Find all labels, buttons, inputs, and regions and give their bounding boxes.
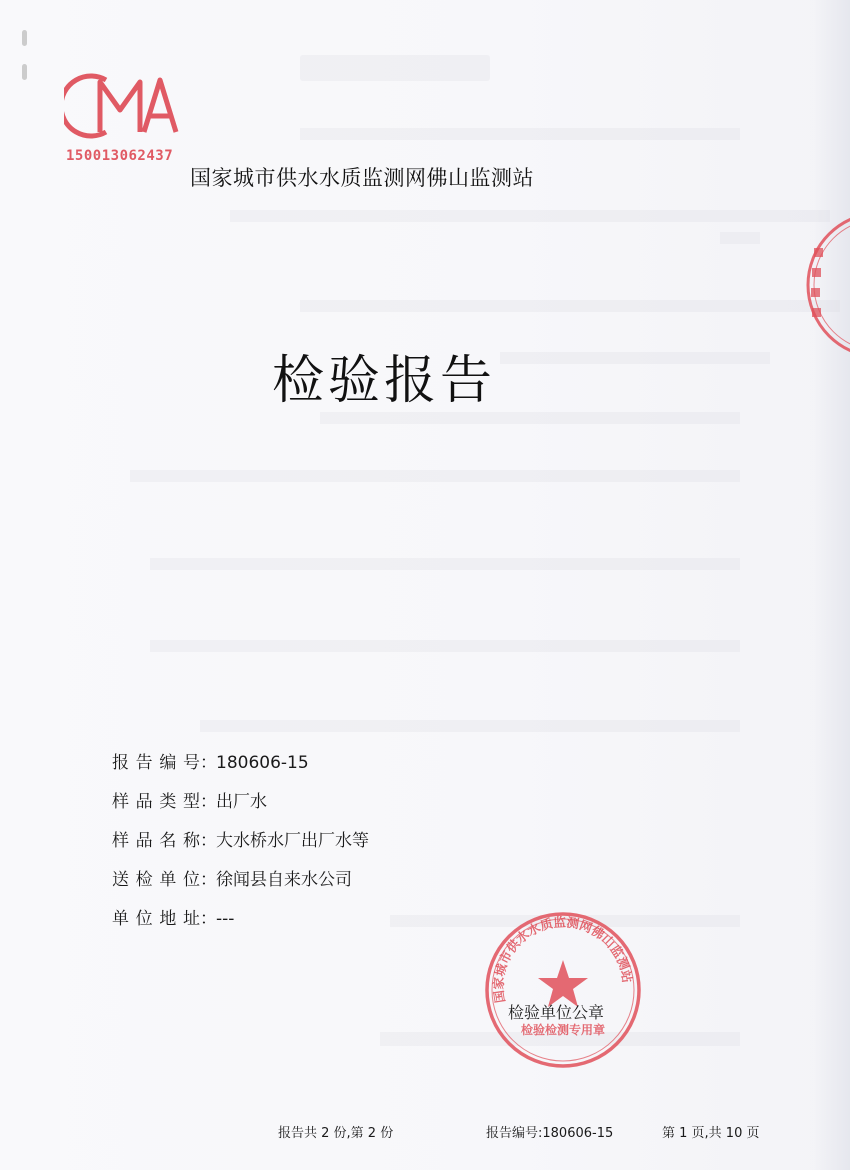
bleed-through-text [200, 720, 740, 732]
seal-subtext: 检验检测专用章 [520, 1023, 606, 1037]
bleed-through-text [230, 210, 830, 222]
info-colon: ： [200, 870, 217, 890]
info-label: 样品名称 [112, 831, 200, 851]
cma-logo [64, 70, 184, 142]
info-row-sample-type [112, 787, 369, 826]
info-colon: ： [200, 753, 217, 773]
info-colon: ： [200, 831, 217, 851]
info-row-sample-name [112, 826, 369, 865]
bleed-through-text [150, 558, 740, 570]
footer-page-number: 第 1 页,共 10 页 [662, 1126, 760, 1141]
footer-copies: 报告共 2 份,第 2 份 [278, 1126, 394, 1141]
info-label: 样品类型 [112, 792, 200, 812]
page-edge-shadow [814, 0, 850, 1170]
report-title: 检验报告 [272, 351, 497, 411]
info-value: --- [216, 909, 235, 929]
bleed-through-text [300, 300, 840, 312]
info-row-client [112, 865, 369, 904]
bleed-through-text [500, 352, 770, 364]
info-value: 180606-15 [216, 753, 309, 773]
official-seal [483, 910, 643, 1070]
bleed-through-text [300, 128, 740, 140]
bleed-through-text [130, 470, 740, 482]
info-label: 单位地址 [112, 909, 200, 929]
bleed-through-text [720, 232, 760, 244]
punch-mark [22, 30, 27, 46]
side-seal [790, 210, 850, 360]
seal-text: 国家城市供水水质监测网佛山监测站 [490, 914, 636, 1005]
info-value: 徐闻县自来水公司 [216, 870, 352, 890]
info-colon: ： [200, 792, 217, 812]
bleed-through-text [300, 55, 490, 81]
organization-name: 国家城市供水水质监测网佛山监测站 [190, 166, 534, 190]
cma-certificate-number: 150013062437 [66, 148, 174, 164]
footer-report-number: 报告编号:180606-15 [486, 1126, 614, 1141]
report-info [112, 748, 369, 943]
info-colon: ： [200, 909, 217, 929]
punch-mark [22, 64, 27, 80]
info-label: 报告编号 [112, 753, 200, 773]
info-row-address [112, 904, 369, 943]
info-row-report-number [112, 748, 369, 787]
bleed-through-text [150, 640, 740, 652]
info-value: 大水桥水厂出厂水等 [216, 831, 369, 851]
stamp-label: 检验单位公章 [508, 1003, 605, 1022]
info-value: 出厂水 [216, 792, 267, 812]
bleed-through-text [320, 412, 740, 424]
info-label: 送检单位 [112, 870, 200, 890]
